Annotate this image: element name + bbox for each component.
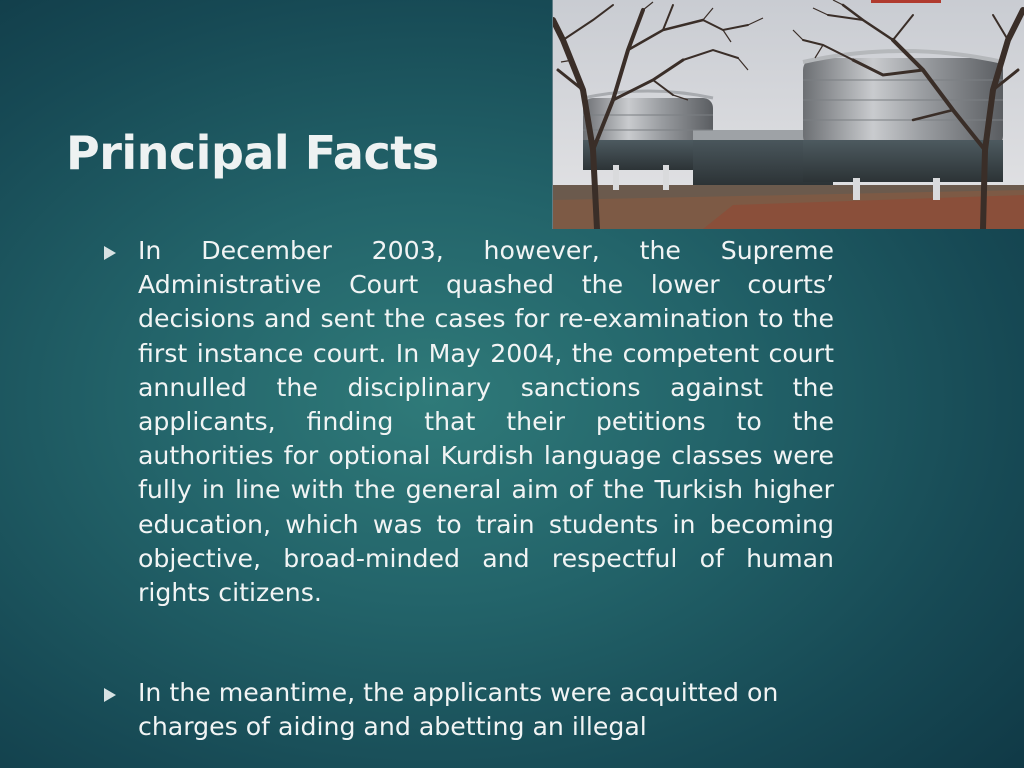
bullet-text: In December 2003, however, the Supreme Administrative Court quashed the lower courts’ decisions and sent the cases for re-examination to the first instance court. In May 2004, the competent court annulled the disciplinary sanctions against the applicants, finding that their petitions to the authorities for optional Kurdish language classes were fully in line with the general aim of the Turkish higher education, which was to train students in becoming objective, broad-minded and respectful of human rights citizens. — [138, 236, 834, 608]
list-item — [104, 234, 834, 610]
list-item — [104, 676, 834, 744]
bullet-triangle-icon — [104, 688, 116, 702]
slide-title: Principal Facts — [66, 126, 439, 180]
court-building-photo — [552, 0, 1024, 229]
bullet-text: In the meantime, the applicants were acquitted on charges of aiding and abetting an illegal — [138, 678, 779, 742]
bullet-triangle-icon — [104, 246, 116, 260]
bullet-list — [104, 234, 834, 745]
